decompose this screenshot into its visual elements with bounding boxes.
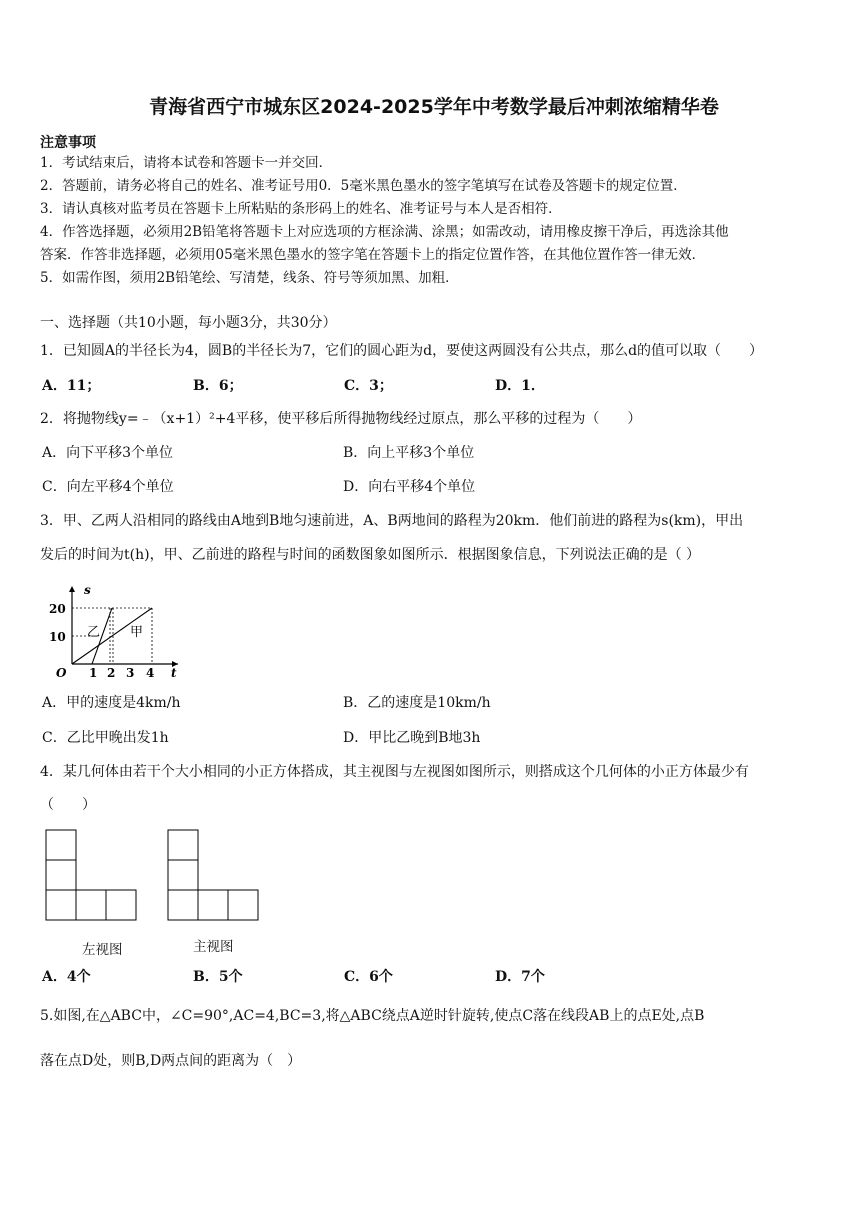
left-view-figure xyxy=(44,828,144,924)
notice-item: 3．请认真核对监考员在答题卡上所粘贴的条形码上的姓名、准考证号与本人是否相符． xyxy=(40,201,562,217)
y-tick-label: 20 xyxy=(49,602,66,616)
origin-label: O xyxy=(56,666,67,680)
label-yi: 乙 xyxy=(87,625,101,640)
q2-option-a: A．向下平移3个单位 xyxy=(42,445,174,461)
front-view-figure xyxy=(166,828,266,924)
q1-option-b: B．6； xyxy=(193,378,243,394)
q3-option-a: A．甲的速度是4km/h xyxy=(42,695,181,711)
q4-option-b: B．5个 xyxy=(193,969,243,985)
s-axis-arrow xyxy=(69,586,75,592)
q3-option-c: C．乙比甲晚出发1h xyxy=(42,730,169,746)
q3-option-b: B．乙的速度是10km/h xyxy=(343,695,491,711)
notice-item: 5．如需作图，须用2B铅笔绘、写清楚，线条、符号等须加黑、加粗． xyxy=(40,270,459,286)
q1-option-a: A．11； xyxy=(42,378,101,394)
x-tick-label: 2 xyxy=(107,666,116,680)
question-5-stem-line2: 落在点D处，则B,D两点间的距离为（ ） xyxy=(40,1053,302,1069)
s-axis-label: s xyxy=(84,583,91,597)
page-title: 青海省西宁市城东区2024-2025学年中考数学最后冲刺浓缩精华卷 xyxy=(149,96,719,118)
question-3-stem-line2: 发后的时间为t(h)，甲、乙前进的路程与时间的函数图象如图所示．根据图象信息，下列说法正确的是（ ） xyxy=(40,547,701,563)
t-axis-label: t xyxy=(171,666,177,680)
y-tick-label: 10 xyxy=(49,630,66,644)
notice-heading: 注意事项 xyxy=(40,135,96,151)
question-1-stem: 1．已知圆A的半径长为4，圆B的半径长为7，它们的圆心距为d，要使这两圆没有公共点，那么d的值可以取（ ） xyxy=(40,343,764,359)
notice-item: 4．作答选择题，必须用2B铅笔将答题卡上对应选项的方框涂满、涂黑；如需改动，请用橡皮擦干净后，再选涂其他 xyxy=(40,224,729,240)
x-tick-label: 1 xyxy=(89,666,98,680)
q2-option-d: D．向右平移4个单位 xyxy=(343,479,476,495)
label-jia: 甲 xyxy=(130,625,144,640)
left-view-caption: 左视图 xyxy=(82,942,123,958)
q3-distance-time-graph xyxy=(40,580,190,680)
q3-option-d: D．甲比乙晚到B地3h xyxy=(343,730,481,746)
q1-option-d: D．1． xyxy=(495,378,545,394)
x-tick-label: 4 xyxy=(146,666,155,680)
question-2-stem: 2．将抛物线y=﹣（x+1）²+4平移，使平移后所得抛物线经过原点，那么平移的过程为（ ） xyxy=(40,411,642,427)
question-4-stem-line2: （ ） xyxy=(40,797,96,813)
notice-item: 2．答题前，请务必将自己的姓名、准考证号用0．5毫米黑色墨水的签字笔填写在试卷及答题卡的规定位置． xyxy=(40,178,687,194)
section-heading: 一、选择题（共10小题，每小题3分，共30分） xyxy=(40,315,337,331)
notice-item: 答案．作答非选择题，必须用05毫米黑色墨水的签字笔在答题卡上的指定位置作答，在其他位置作答一律无效． xyxy=(40,247,706,263)
q4-option-a: A．4个 xyxy=(42,969,91,985)
notice-item: 1．考试结束后，请将本试卷和答题卡一并交回． xyxy=(40,155,333,171)
question-5-stem-line1: 5.如图,在△ABC中，∠C=90°,AC=4,BC=3,将△ABC绕点A逆时针旋转,使点C落在线段AB上的点E处,点B xyxy=(40,1008,705,1024)
question-3-stem-line1: 3．甲、乙两人沿相同的路线由A地到B地匀速前进，A、B两地间的路程为20km．他们前进的路程为s(km)，甲出 xyxy=(40,513,744,529)
q2-option-c: C．向左平移4个单位 xyxy=(42,479,174,495)
x-tick-label: 3 xyxy=(126,666,135,680)
front-view-caption: 主视图 xyxy=(193,939,234,955)
q1-option-c: C．3； xyxy=(344,378,393,394)
q2-option-b: B．向上平移3个单位 xyxy=(343,445,475,461)
q4-option-d: D．7个 xyxy=(495,969,545,985)
question-4-stem-line1: 4．某几何体由若干个大小相同的小正方体搭成，其主视图与左视图如图所示，则搭成这个几何体的小正方体最少有 xyxy=(40,764,749,780)
q4-option-c: C．6个 xyxy=(344,969,393,985)
